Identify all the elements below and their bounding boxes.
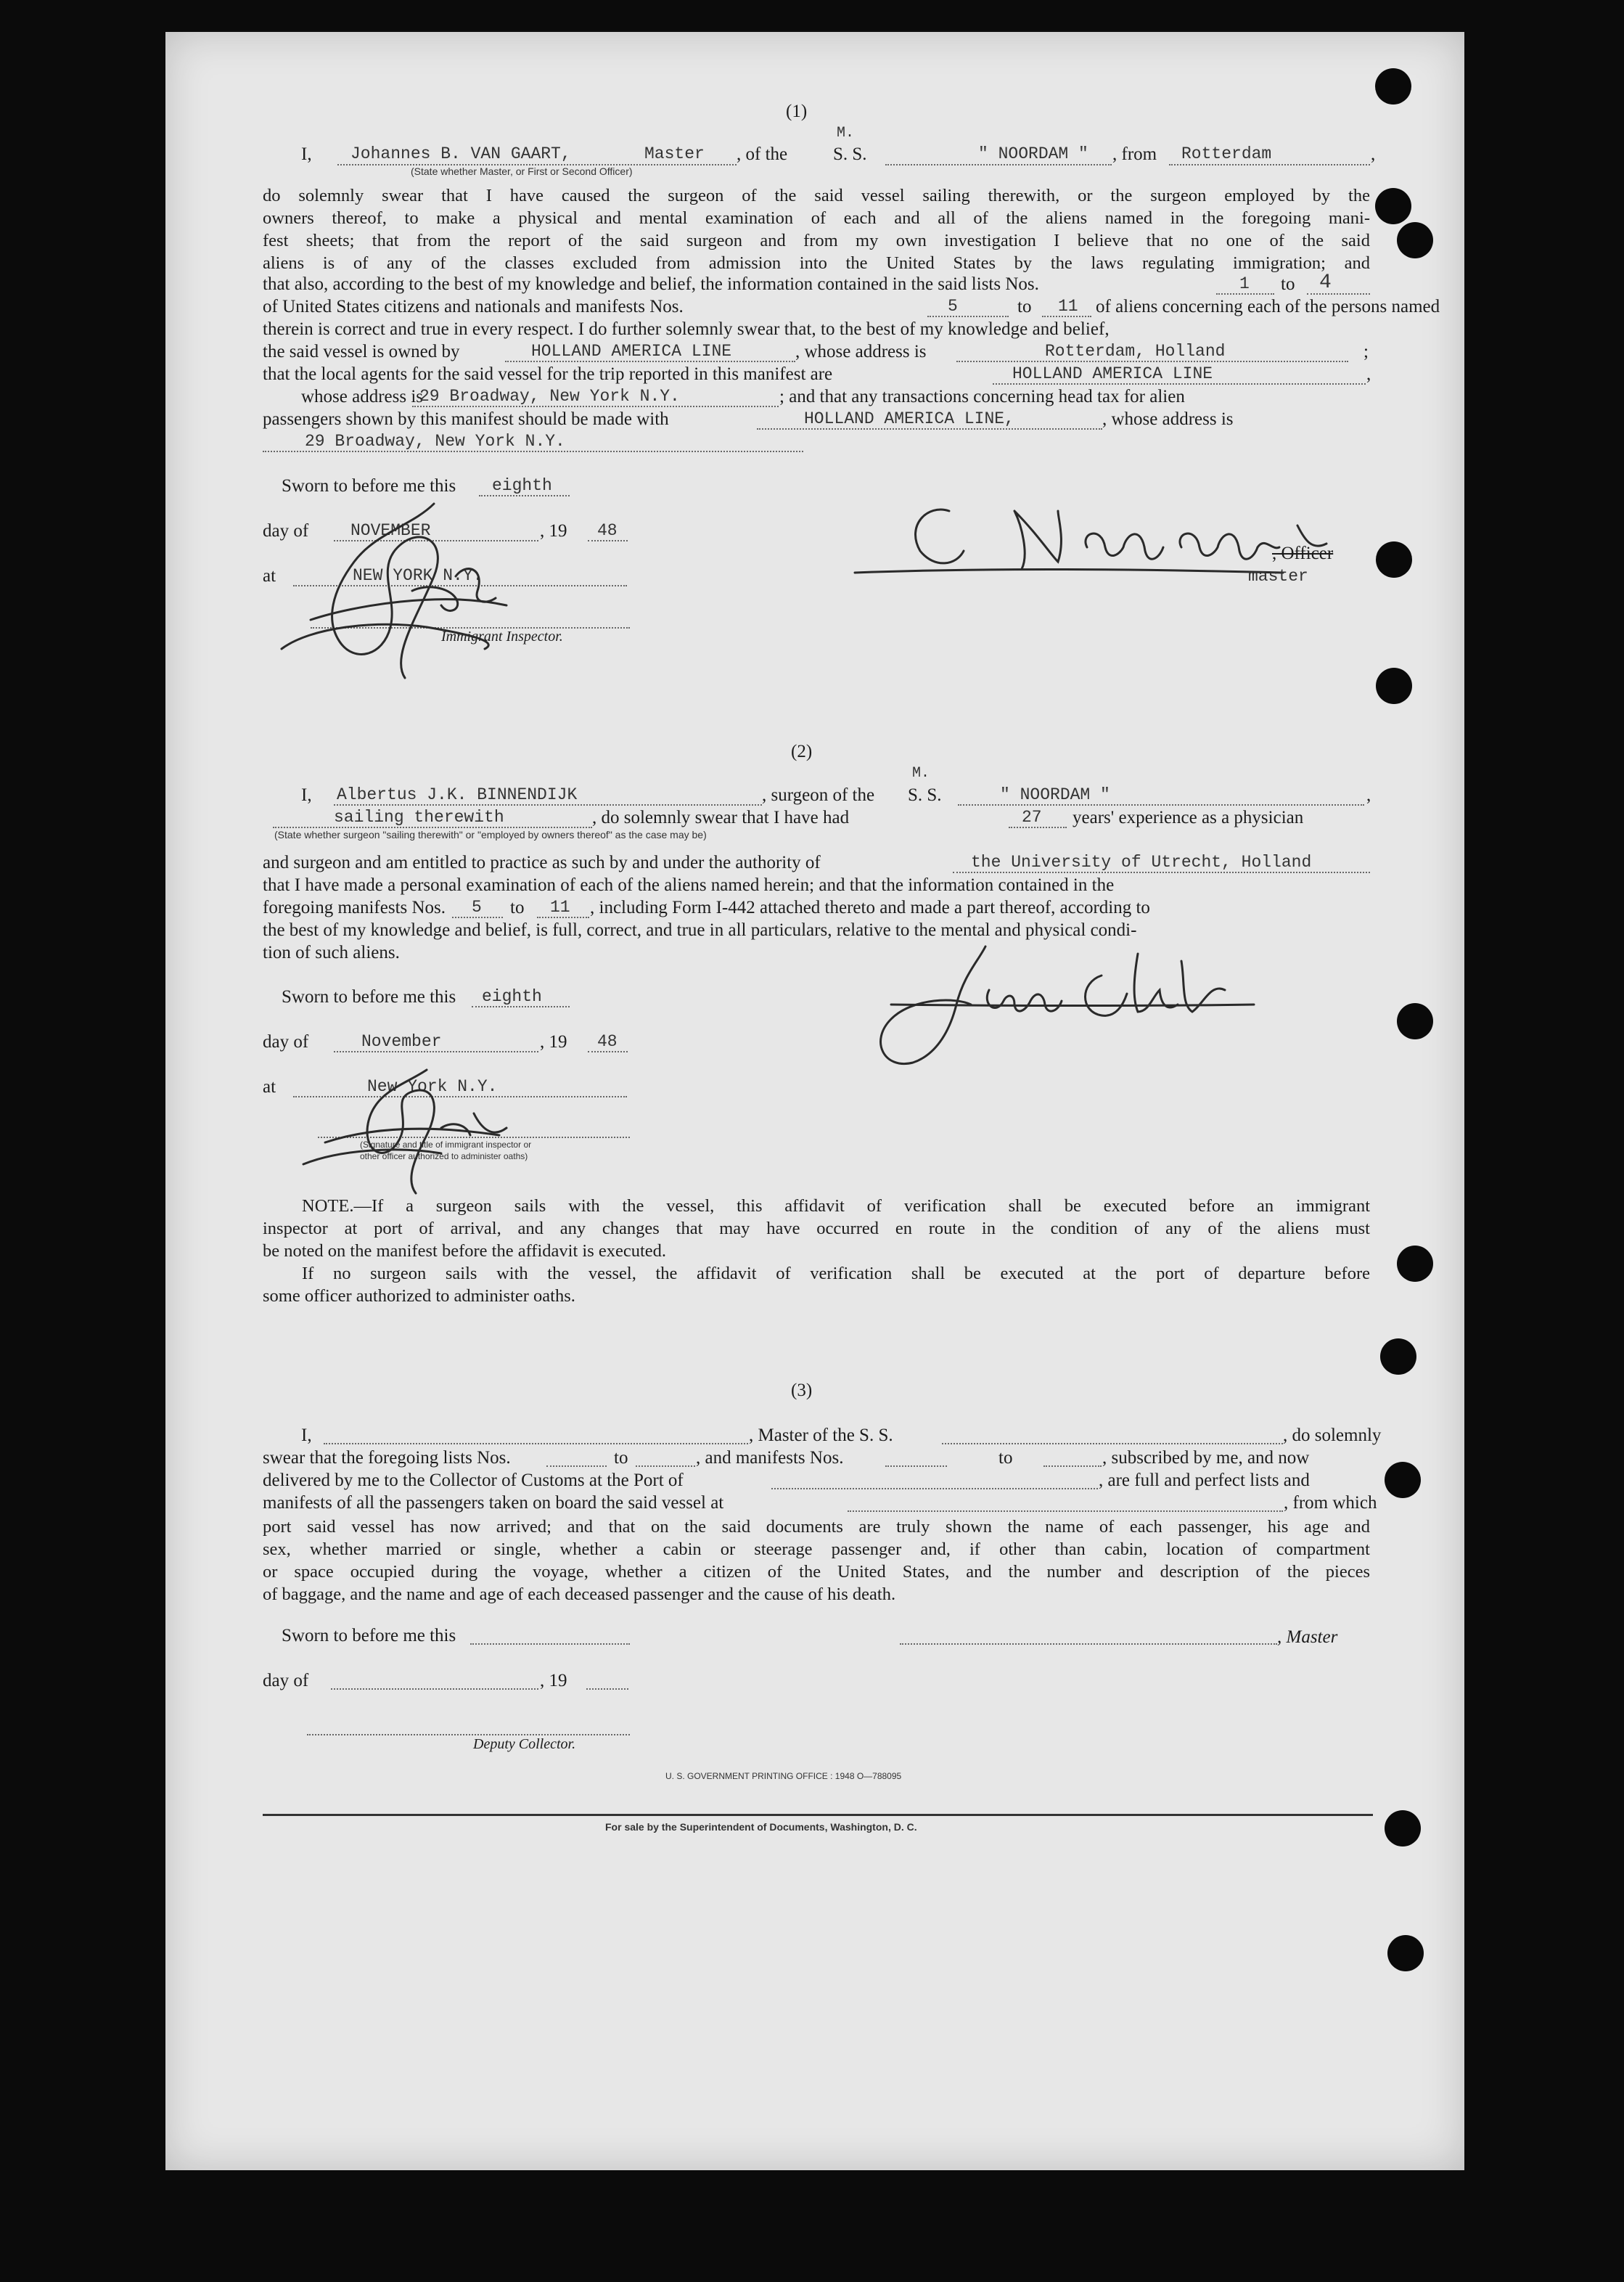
master-title: Master	[644, 144, 705, 163]
lists-to: 4	[1319, 271, 1332, 294]
s3-body-line: or space occupied during the voyage, whether a citizen of the United States, and the number and description of the pieces	[263, 1562, 1370, 1582]
surgeon-signature	[862, 932, 1268, 1084]
local-agents: HOLLAND AMERICA LINE	[1012, 364, 1213, 383]
manifests-from: 5	[948, 297, 958, 316]
s1-master-hint: (State whether Master, or First or Second Officer)	[411, 165, 633, 177]
section-3-number: (3)	[791, 1381, 813, 1400]
inspector-caption-2: other officer authorized to administer oaths)	[360, 1151, 528, 1161]
binder-hole	[1385, 1462, 1421, 1498]
s1-body	[263, 184, 1370, 274]
s1-body-line: do solemnly swear that I have caused the surgeon of the said vessel sailing therewith, or the surgeon employed by the	[263, 186, 1370, 205]
s3-master-label: , Master	[1277, 1627, 1338, 1647]
surgeon-name: Albertus J.K. BINNENDIJK	[337, 785, 578, 804]
s3-body-line: port said vessel has now arrived; and that on the said documents are truly shown the name of each passenger, his age and	[263, 1517, 1370, 1537]
s1-sworn-day: eighth	[492, 476, 552, 495]
binder-hole	[1376, 668, 1412, 704]
s2-sworn-year: 48	[597, 1032, 618, 1051]
vessel-name: " NOORDAM "	[978, 144, 1088, 163]
officer-title-written: master	[1248, 567, 1308, 586]
binder-hole	[1397, 1003, 1433, 1039]
section-2-number: (2)	[791, 742, 813, 761]
footer-sale-note: For sale by the Superintendent of Documents, Washington, D. C.	[605, 1821, 917, 1833]
s2-manifests-from: 5	[472, 898, 482, 917]
ss-prefix-m: M.	[837, 125, 855, 142]
binder-hole	[1375, 188, 1411, 224]
s2-sworn-place: New York N.Y.	[367, 1077, 498, 1096]
s2-manifests-to: 11	[550, 898, 570, 917]
s2-ss-prefix-m: M.	[912, 765, 930, 782]
gpo-imprint: U. S. GOVERNMENT PRINTING OFFICE : 1948 O—788095	[665, 1771, 902, 1781]
s1-i: I,	[301, 144, 312, 164]
surgeon-status-hint: (State whether surgeon "sailing therewith" or "employed by owners thereof" as the case may be)	[274, 829, 707, 841]
footer-rule	[263, 1814, 1373, 1816]
s2-sworn-day: eighth	[482, 987, 542, 1006]
binder-hole	[1375, 68, 1411, 105]
binder-hole	[1380, 1338, 1416, 1375]
s1-from: , from	[1112, 144, 1157, 164]
s2-sworn-month: November	[361, 1032, 442, 1051]
years-experience: 27	[1022, 808, 1042, 827]
s1-ss-label: S. S.	[833, 144, 867, 164]
binder-hole	[1397, 1246, 1433, 1282]
note-line: some officer authorized to administer oaths.	[263, 1286, 575, 1306]
agents-address: 29 Broadway, New York N.Y.	[419, 387, 680, 406]
inspector-signature-1	[267, 482, 514, 700]
owner-address: Rotterdam, Holland	[1045, 342, 1226, 361]
s2-vessel-name: " NOORDAM "	[1000, 785, 1110, 804]
note-block	[263, 1195, 1370, 1307]
deputy-collector-label: Deputy Collector.	[473, 1736, 576, 1752]
note-line: NOTE.—If a surgeon sails with the vessel, this affidavit of verification shall be executed before an immigrant	[302, 1196, 1370, 1216]
binder-hole	[1385, 1810, 1421, 1847]
s1-sworn-month: NOVEMBER	[350, 521, 431, 540]
s1-body-line: that also, according to the best of my knowledge and belief, the information contained in the said lists Nos.	[263, 274, 1039, 294]
s3-body	[263, 1516, 1370, 1606]
note-line: inspector at port of arrival, and any changes that may have occurred en route in the condition of any of the aliens must	[263, 1219, 1370, 1238]
lists-from: 1	[1239, 274, 1250, 293]
surgeon-status: sailing therewith	[334, 808, 504, 827]
s1-body-line: owners thereof, to make a physical and mental examination of each and all of the aliens named in the foregoing mani-	[263, 208, 1370, 228]
s1-sworn-place: NEW YORK N.Y.	[353, 566, 483, 585]
vessel-owner: HOLLAND AMERICA LINE	[531, 342, 732, 361]
s1-body-line: aliens is of any of the classes excluded from admission into the United States by the laws regulating immigration; and	[263, 253, 1370, 273]
master-name: Johannes B. VAN GAART,	[350, 144, 571, 163]
inspector-caption-1: (Signature and title of immigrant inspector or	[360, 1140, 532, 1150]
binder-hole	[1397, 222, 1433, 258]
s1-of-the: , of the	[737, 144, 788, 164]
note-line: If no surgeon sails with the vessel, the affidavit of verification shall be executed at the port of departure before	[302, 1264, 1370, 1283]
s1-sworn-year: 48	[597, 521, 618, 540]
note-line: be noted on the manifest before the affidavit is executed.	[263, 1241, 667, 1261]
immigrant-inspector-label: Immigrant Inspector.	[441, 629, 563, 645]
binder-hole	[1387, 1935, 1424, 1971]
port-of-departure: Rotterdam	[1181, 144, 1272, 163]
licensing-authority: the University of Utrecht, Holland	[971, 853, 1312, 872]
manifest-affidavit-page: (1) I, Johannes B. VAN GAART, Master , of the M. S. S. " NOORDAM " , from Rotterdam , (State whether Master, or First or Second Officer) do solemnly swear that I have caused the surgeon of the said vessel sailing therewith, or the surgeon employed by the owners thereof, to make a physical and mental examination of each and all of the aliens named in the foregoing mani- fest sheets; that from the report of the said surgeon and from my own investigation I believe that no one of the said aliens is of any of the classes excluded from admission into the United States by the laws regulating immigration; and that also, according to the best of my knowledge and belief, the information contained in the said lists Nos. 1 to 4 of United States citizens and nationals and manifests Nos. 5 to 11 of aliens concerning each of the persons named therein is correct and true in every respect. I do further solemnly swear that, to the best of my knowledge and belief, the said vessel is owned by HOLLAND AMERICA LINE , whose address is Rotterdam, Holland ; that the local agents for the said vessel for the trip reported in this manifest are HOLLAND AMERICA LINE , whose address is 29 Broadway, New York N.Y. ; and that any transactions concerning head tax for alien passengers shown by this manifest should be made with HOLLAND AMERICA LINE, , whose address is 29 Broadway, New York N.Y. Sworn to before me this eighth day of NOVEMBER , 19 48 at NEW YORK N.Y. Immigrant Inspector. , Officer master (2) I, Albertus J.K. BINNENDIJK , surgeon of the M. S. S. " NOORDAM " , sailing therewith , do solemnly swear that I have had 27 years' experience as a physician (State whether surgeon "sailing therewith" or "employed by owners thereof" as the case may be) and surgeon and am entitled to practice as such by and under the authority of the University of Utrecht, Holland that I have made a personal examination of each of the aliens named herein; and that the information contained in the foregoing manifests Nos. 5 to 11 , including Form I-442 attached thereto and made a part thereof, according to the best of my knowledge and belief, is full, correct, and true in all particulars, relative to the mental and physical condi- tion of such aliens. Sworn to before me this eighth day of November , 19 48 at New York N.Y. (Signature and title of immigrant inspector or other officer authorized to administer oaths) NOTE.—If a surgeon sails with the vessel, this affidavit of verification shall be executed before an immigrant inspector at port of arrival, and any changes that may have occurred en route in the condition of any of the aliens must be noted on the manifest before the affidavit is executed. If no surgeon sails with the vessel, the affidavit of verification shall be executed at the port of departure before some officer authorized to administer oaths. (3) I, , Master of the S. S. , do solemnly swear that the foregoing lists Nos. to , and manifests Nos. to , subscribed by me, and now delivered by me to the Collector of Customs at the Port of , are full and perfect lists and manifests of all the passengers taken on board the said vessel at , from which port said vessel has now arrived; and that on the said documents are truly shown the name of each passenger, his age and sex, whether married or single, whether a cabin or steerage passenger and, if other than cabin, location of compartment or space occupied during the voyage, whether a citizen of the United States, and the number and description of the pieces of baggage, and the name and age of each deceased passenger and the cause of his death. Sworn to before me this , Master day of , 19 Deputy Collector. U. S. GOVERNMENT PRINTING OFFICE : 1948 O—788095 For sale by the Superintendent of Documents, Washington, D. C.	[165, 32, 1464, 2170]
s3-body-line: of baggage, and the name and age of each deceased passenger and the cause of his death.	[263, 1584, 896, 1604]
s1-body-line: fest sheets; that from the report of the said surgeon and from my own investigation I believe that no one of the said	[263, 231, 1370, 250]
head-tax-agent: HOLLAND AMERICA LINE,	[804, 409, 1014, 428]
section-1-number: (1)	[786, 102, 808, 121]
manifests-to: 11	[1058, 297, 1078, 316]
inspector-signature-2	[296, 1055, 514, 1201]
s3-body-line: sex, whether married or single, whether a cabin or steerage passenger and, if other than cabin, location of compartment	[263, 1539, 1370, 1559]
officer-title-struck: , Officer	[1272, 544, 1334, 563]
head-tax-address: 29 Broadway, New York N.Y.	[305, 432, 565, 451]
